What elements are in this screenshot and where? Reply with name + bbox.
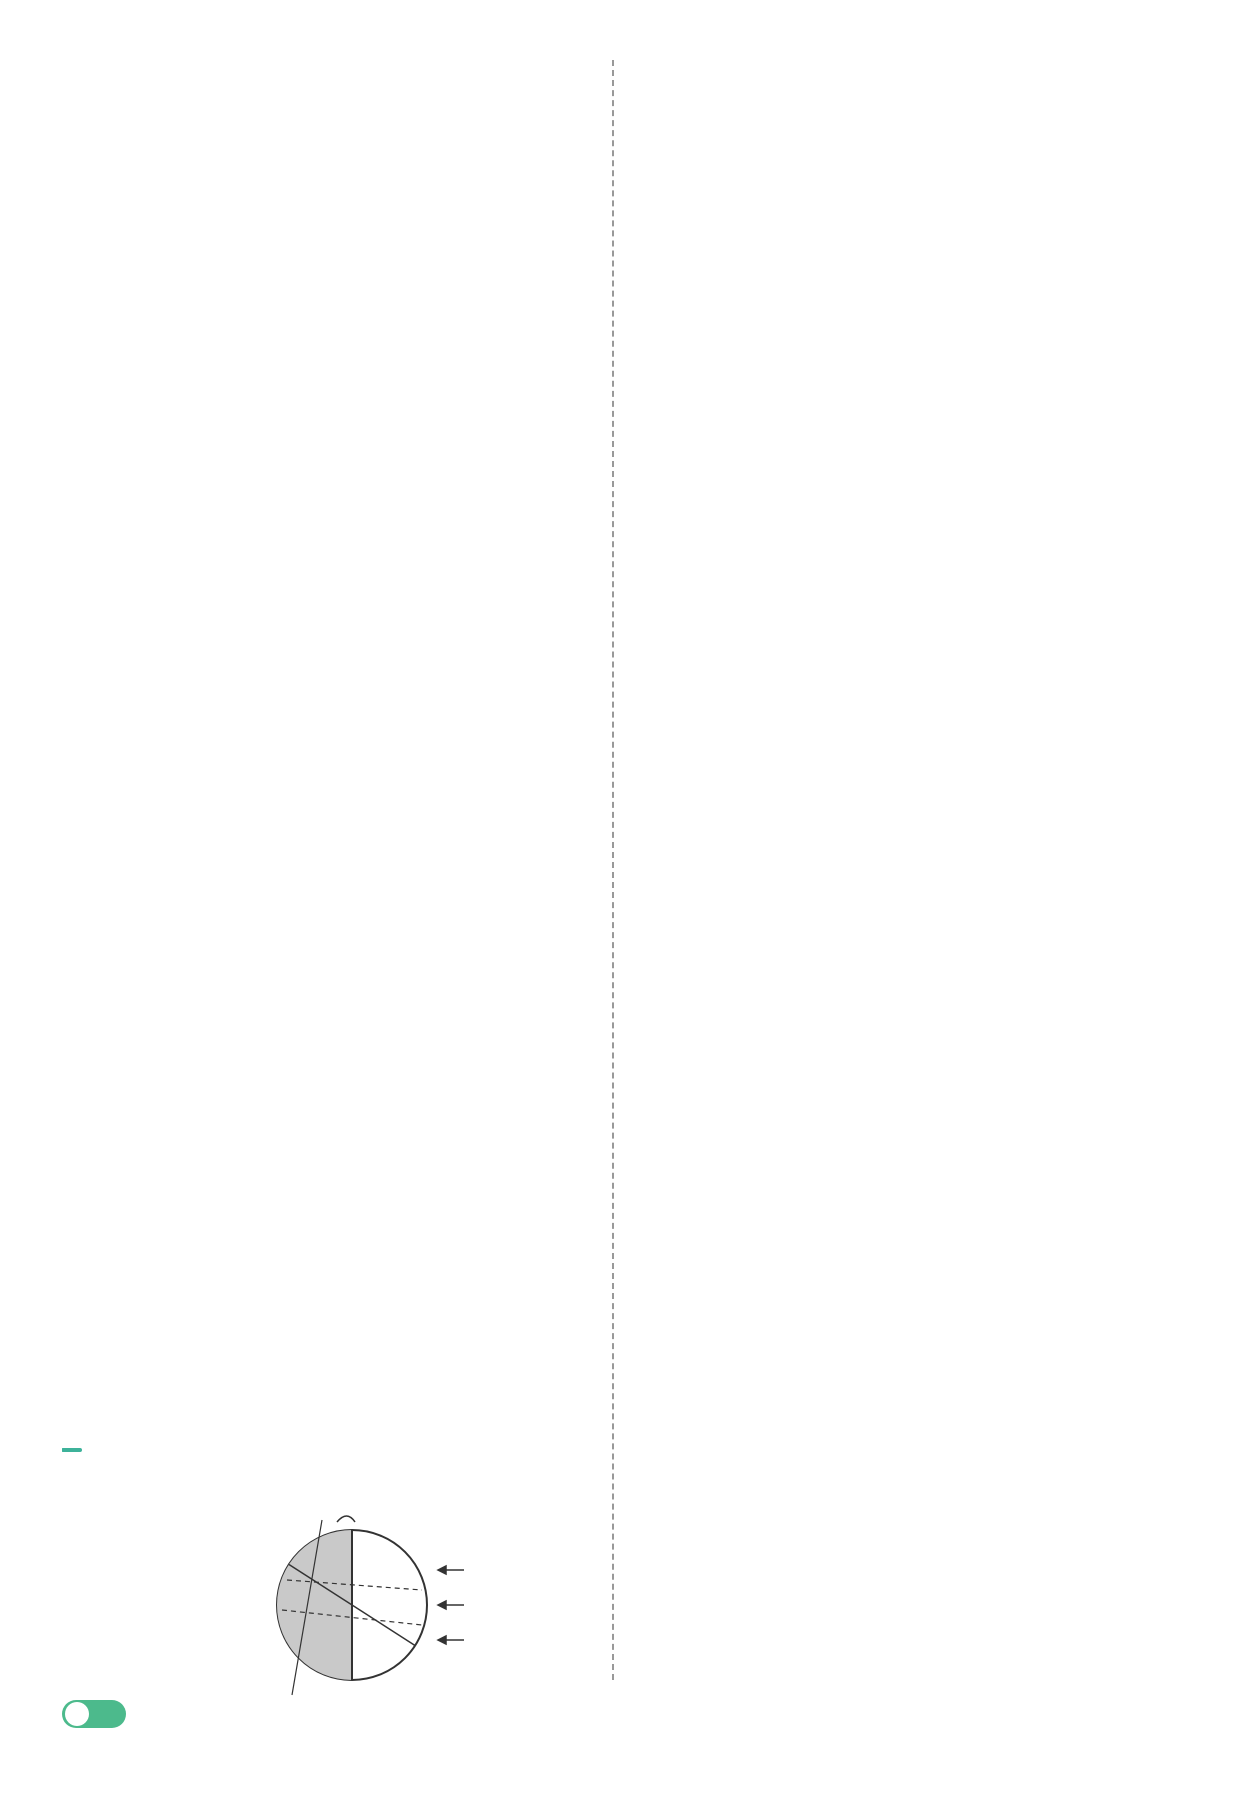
page-number-pill bbox=[62, 1700, 126, 1728]
hemisphere-diagrams bbox=[692, 262, 1122, 392]
house-diagrams bbox=[722, 1380, 1142, 1505]
page-footer bbox=[62, 1700, 196, 1728]
summary-badge bbox=[62, 1448, 82, 1452]
side-light-diagram bbox=[242, 1500, 482, 1700]
column-divider bbox=[612, 60, 614, 1680]
section-letter bbox=[65, 1702, 89, 1726]
summary-heading bbox=[62, 1427, 92, 1464]
